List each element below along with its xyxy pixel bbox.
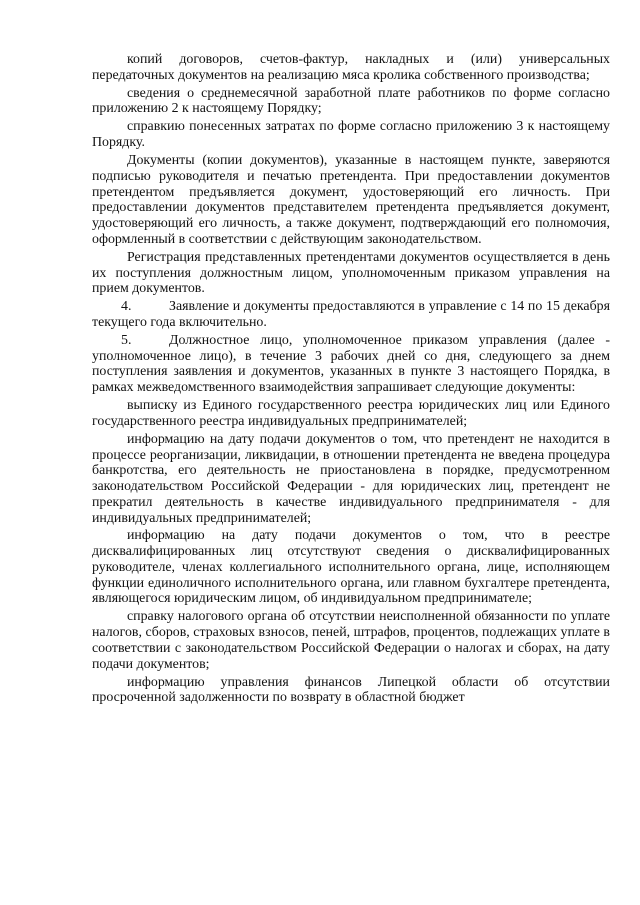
list-item-reorganization-info: информацию на дату подачи документов о том, что претендент не находится в процессе реорганизации, ликвидации, в отношении претендента не введена процедура банкротства, его деятельность не приостановлена в порядке, предусмотренном законодательством Российской Федерации - для юридических лиц, претендент не прекратил деятельность в качестве индивидуального предпринимателя - для индивидуальных предпринимателей; (92, 431, 610, 526)
list-item-disqualified-registry: информацию на дату подачи документов о том, что в реестре дисквалифицированных лиц отсутствуют сведения о дисквалифицированных руководителе, членах коллегиального исполнительного органа, лице, исполняющем функции единоличного исполнительного органа, или главном бухгалтере претендента, являющегося юридическим лицом, об индивидуальном предпринимателе; (92, 528, 610, 607)
paragraph-expenses-certificate: справкию понесенных затратах по форме согласно приложению 3 к настоящему Порядку. (92, 119, 610, 151)
item-4-text: Заявление и документы предоставляются в управление с 14 по 15 декабря текущего года включительно. (92, 299, 610, 330)
item-4-number: 4. (121, 299, 132, 315)
item-5 (92, 333, 610, 396)
list-item-egrul-extract: выписку из Единого государственного реестра юридических лиц или Единого государственного реестра индивидуальных предпринимателей; (92, 398, 610, 429)
paragraph-copies-contracts: копий договоров, счетов-фактур, накладных и (или) универсальных передаточных документов на реализацию мяса кролика собственного производства; (92, 52, 610, 83)
paragraph-salary-info: сведения о среднемесячной заработной плате работников по форме согласно приложению 2 к настоящему Порядку; (92, 85, 610, 117)
paragraph-registration: Регистрация представленных претендентами документов осуществляется в день их поступления должностным лицом, уполномоченным приказом управления на прием документов. (92, 249, 610, 297)
list-item-tax-certificate: справку налогового органа об отсутствии неисполненной обязанности по уплате налогов, сборов, страховых взносов, пеней, штрафов, процентов, подлежащих уплате в соответствии с законодательством Российской Федерации о налогах и сборах, на дату подачи документов; (92, 609, 610, 672)
item-5-text: Должностное лицо, уполномоченное приказом управления (далее - уполномоченное лицо), в течение 3 рабочих дней со дня, следующего за днем поступления заявления и документов, указанных в пункте 3 настоящего Порядка, в рамках межведомственного взаимодействия запрашивает следующие документы: (92, 332, 610, 396)
item-5-number: 5. (121, 332, 132, 348)
paragraph-documents-certification: Документы (копии документов), указанные в настоящем пункте, заверяются подписью руководителя и печатью претендента. При предоставлении документов претендентом предъявляется документ, удостоверяющий его личность. При предоставлении документов представителем претендента предъявляется документ, удостоверяющий его личность, а также документ, подтверждающий его полномочия, оформленный в соответствии с действующим законодательством. (92, 153, 610, 247)
list-item-finance-department-info: информацию управления финансов Липецкой области об отсутствии просроченной задолженности по возврату в областной бюджет (92, 674, 610, 706)
item-4 (92, 299, 610, 331)
document-page (92, 52, 610, 708)
